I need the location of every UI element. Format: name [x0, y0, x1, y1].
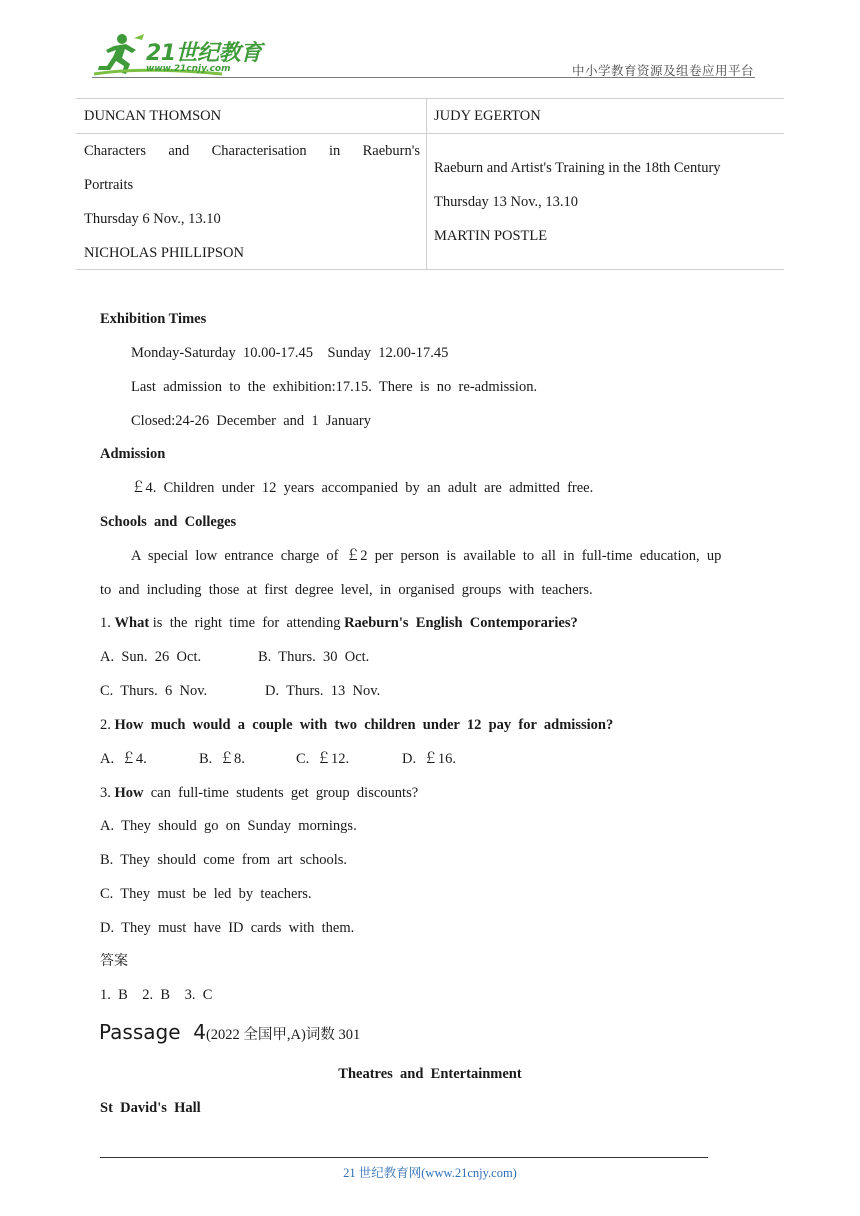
q2-option-a: A. ￡4. — [100, 751, 147, 767]
table-column-divider — [426, 99, 427, 269]
question-3 — [100, 776, 418, 810]
lecture-date-left: Thursday 6 Nov., 13.10 — [84, 211, 221, 227]
lecture-title-line2: Portraits — [84, 177, 134, 193]
passage-subheading: St David's Hall — [100, 1100, 201, 1116]
table-cell-duncan: DUNCAN THOMSON — [84, 108, 222, 124]
q3-option-a: A. They should go on Sunday mornings. — [100, 818, 357, 834]
q1-option-d: D. Thurs. 13 Nov. — [265, 683, 381, 699]
logo-text: 21世纪教育 — [146, 41, 262, 66]
exhibition-heading: Exhibition Times — [100, 311, 207, 327]
q2-option-b: B. ￡8. — [199, 751, 245, 767]
lecture-speaker-right: MARTIN POSTLE — [434, 228, 548, 244]
schools-heading: Schools and Colleges — [100, 514, 237, 530]
answer-values: 1. B 2. B 3. C — [100, 987, 213, 1003]
logo-url: www.21cnjy.com — [146, 64, 231, 74]
question-2-number: 2. — [100, 717, 115, 733]
schools-text-line2: to and including those at first degree level, in organised groups with teachers. — [100, 582, 593, 598]
q3-option-c: C. They must be led by teachers. — [100, 886, 312, 902]
q3-option-b: B. They should come from art schools. — [100, 852, 348, 868]
lecture-title-right: Raeburn and Artist's Training in the 18th Century — [434, 160, 721, 176]
question-1-keyword-2: Raeburn's English Contemporaries? — [344, 615, 578, 631]
schools-text-line1: A special low entrance charge of ￡2 per person is available to all in full-time education, up — [131, 548, 722, 564]
question-1 — [100, 606, 578, 640]
question-2 — [100, 708, 613, 742]
exhibition-hours: Monday-Saturday 10.00-17.45 Sunday 12.00-17.45 — [131, 345, 449, 361]
question-3-keyword: How — [114, 785, 144, 801]
platform-label: 中小学教育资源及组卷应用平台 — [571, 63, 754, 78]
header-divider — [92, 77, 755, 78]
q1-option-c: C. Thurs. 6 Nov. — [100, 683, 208, 699]
footer-link[interactable]: 21 世纪教育网(www.21cnjy.com) — [343, 1166, 517, 1180]
passage-title — [99, 1020, 360, 1044]
q2-option-c: C. ￡12. — [296, 751, 350, 767]
answer-label: 答案 — [100, 953, 128, 969]
passage-heading: Theatres and Entertainment — [338, 1066, 522, 1082]
q1-option-b: B. Thurs. 30 Oct. — [258, 649, 370, 665]
table-cell-judy: JUDY EGERTON — [434, 108, 541, 124]
question-3-text: can full-time students get group discounts? — [143, 785, 419, 801]
table-cell-lecture-right — [434, 151, 774, 253]
q1-option-a: A. Sun. 26 Oct. — [100, 649, 202, 665]
exhibition-last-admission: Last admission to the exhibition:17.15. There is no re-admission. — [131, 379, 538, 395]
question-1-keyword: What — [114, 615, 150, 631]
q3-option-d: D. They must have ID cards with them. — [100, 920, 355, 936]
admission-heading: Admission — [100, 446, 166, 462]
q2-option-d: D. ￡16. — [402, 751, 456, 767]
question-1-text: is the right time for attending — [149, 615, 345, 631]
lecture-speaker-left: NICHOLAS PHILLIPSON — [84, 245, 244, 261]
passage-source: (2022 全国甲,A)词数 301 — [205, 1027, 361, 1043]
lecture-table — [76, 98, 784, 270]
table-cell-lecture-left — [84, 134, 420, 270]
exhibition-closed: Closed:24-26 December and 1 January — [131, 413, 371, 429]
question-3-number: 3. — [100, 785, 115, 801]
admission-text: ￡4. Children under 12 years accompanied by an adult are admitted free. — [131, 480, 594, 496]
passage-number: Passage 4 — [99, 1020, 206, 1044]
footer-divider — [100, 1157, 708, 1158]
question-2-text: How much would a couple with two children under 12 pay for admission? — [114, 717, 614, 733]
lecture-date-right: Thursday 13 Nov., 13.10 — [434, 194, 579, 210]
lecture-title-line1: Characters and Characterisation in Raeburn's — [84, 143, 420, 159]
question-1-number: 1. — [100, 615, 115, 631]
